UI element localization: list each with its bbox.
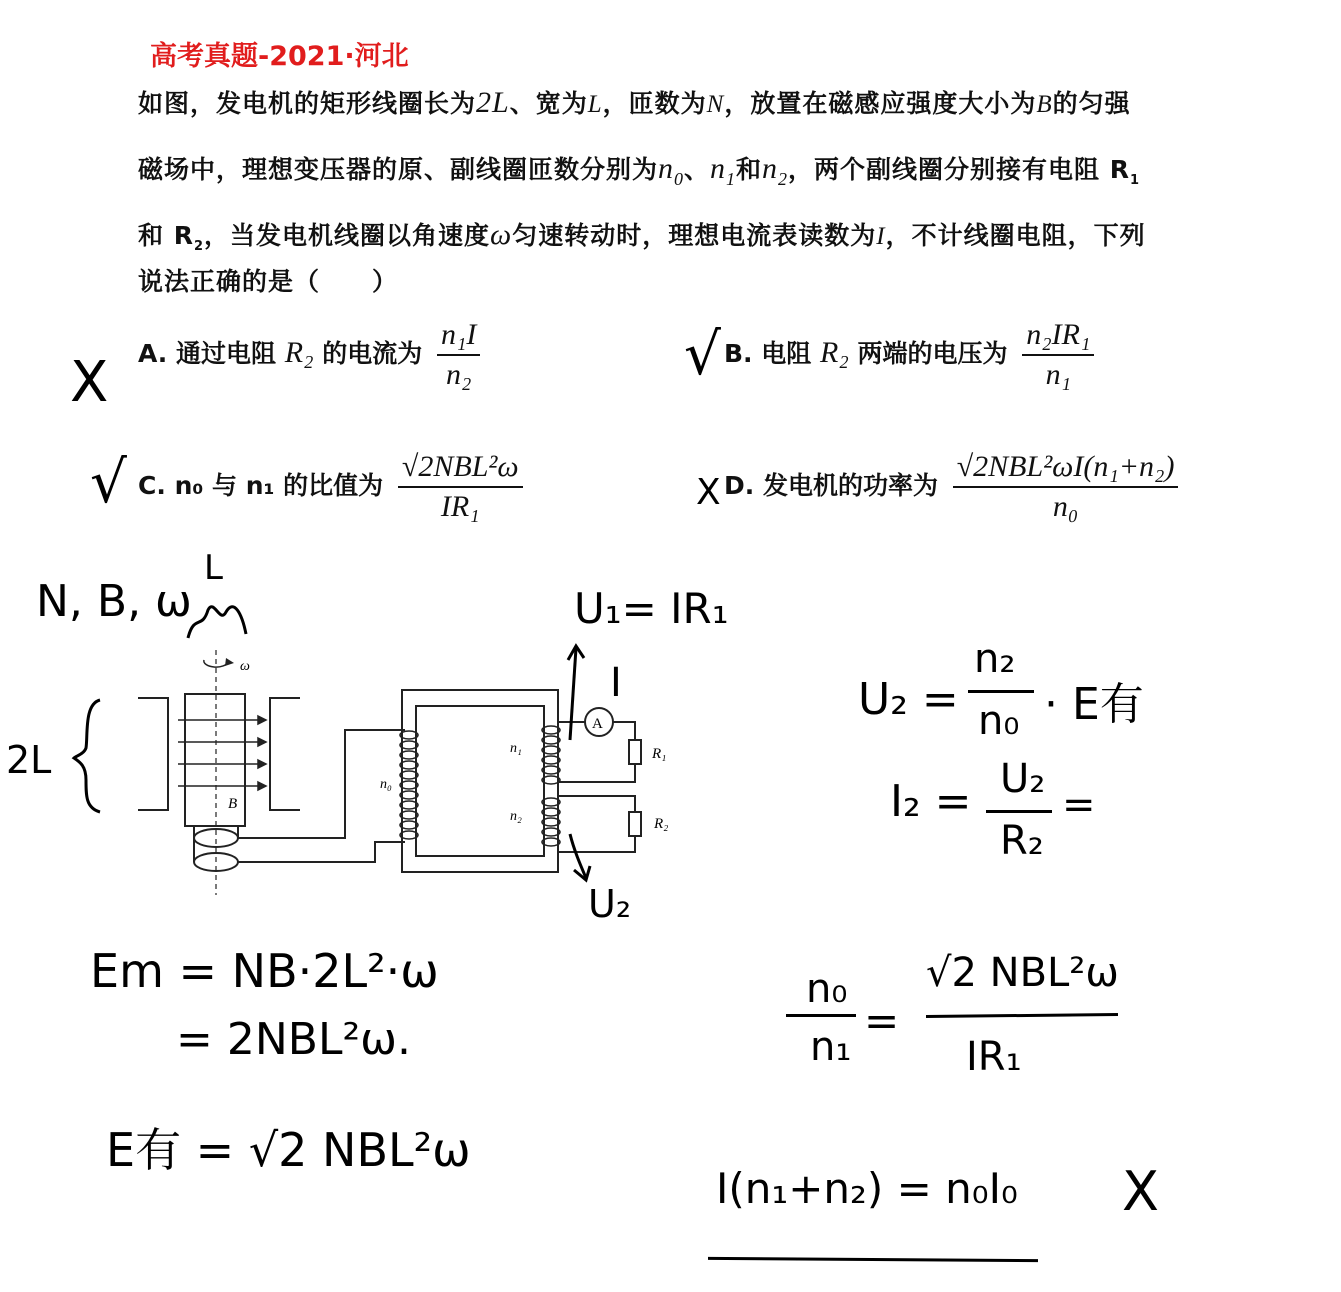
fraction-denominator: n₂ [445,358,472,391]
var-n0: $n_0$ [658,152,685,189]
field-lines [178,716,266,790]
r2-label: R₂ [654,816,669,832]
hw-u2-eq-bar [968,690,1034,693]
hw-u2-label: U₂ [588,882,632,926]
magnet-left [138,698,168,810]
hw-ratio-num: n₀ [806,966,848,1012]
hw-u2-arrow [564,830,604,890]
hw-i2-eq-den: R₂ [1000,818,1044,864]
generator-transformer-diagram [130,650,690,900]
option-letter: D. [724,471,755,500]
hw-length-label: 2L [6,738,52,782]
question-text: ，放置在磁感应强度大小为 [724,89,1037,118]
var-omega: ω [490,218,513,251]
hw-underline [708,1257,1038,1262]
question-text: 的匀强 [1052,89,1131,118]
option-letter: B. [724,339,753,368]
hw-em-line-1: Em = NB·2L²·ω [90,944,439,998]
hw-e-you: E有 = √2 NBL²ω [106,1123,471,1177]
question-line-2: 磁场中，理想变压器的原、副线圈匝数分别为$n_0$、$n_1$和$n_2$，两个副线圈分别接有电阻 $R_1$ [138,152,1141,189]
option-a[interactable] [138,318,480,392]
fraction-denominator: n₀ [1052,490,1079,523]
var-width: L [587,91,603,118]
option-text: 的电流为 [322,339,423,368]
transformer-core-outer [402,690,558,872]
var-n1: $n_1$ [710,152,737,189]
question-text: 和 R [138,221,194,250]
hw-ratio-bar [786,1014,856,1017]
fraction-numerator: n₂IR₁ [1022,318,1094,356]
hw-i2-eq-num: U₂ [1000,756,1046,802]
hw-em-line-2: = 2NBL²ω. [176,1014,411,1065]
question-text: ，不计线圈电阻，下列 [885,221,1146,250]
hw-width-label: L [204,548,223,588]
option-fraction [953,450,1179,524]
question-text: 磁场中，理想变压器的原、副线圈匝数分别为 [138,155,659,184]
transformer-core-inner [416,706,544,856]
option-text: n₀ 与 n₁ 的比值为 [174,471,384,500]
omega-label: ω [240,659,250,674]
question-text: ，两个副线圈分别接有电阻 R [788,155,1131,184]
hw-i2-eq-rhs: = [1062,782,1096,828]
hw-current-eq-mark: X [1122,1160,1159,1223]
question-text: 如图，发电机的矩形线圈长为 [138,89,477,118]
fraction-denominator: n₁ [1045,358,1072,391]
hw-ratio-rbar [926,1013,1118,1018]
hw-width-brace [184,594,254,644]
fraction-denominator: IR₁ [440,490,480,523]
question-text: 、宽为 [509,89,588,118]
r1-label: R₁ [652,746,667,762]
question-text: 、 [684,155,711,184]
option-d[interactable] [724,450,1178,524]
question-text: ，匝数为 [602,89,707,118]
n2-label: n₂ [510,809,522,824]
hw-u2-eq-lhs: U₂ = [858,674,959,725]
hw-ratio-eq: = [864,996,900,1045]
var-length: 2L [476,86,510,119]
fraction-numerator: √2NBL²ωI(n₁+n₂) [953,450,1179,488]
hw-length-brace [70,696,106,816]
hw-u1: U₁= IR₁ [574,584,729,633]
n0-label: n₀ [380,777,392,792]
option-fraction [398,450,523,524]
hw-ratio-rden: IR₁ [966,1034,1022,1080]
option-var: R₂ [820,336,849,369]
question-text: ，当发电机线圈以角速度 [204,221,491,250]
option-b[interactable] [724,318,1094,392]
var-current: I [876,223,886,250]
hw-i2-eq-bar [986,810,1052,813]
question-text: 说法正确的是（ ） [138,267,399,296]
wire-primary-bottom [238,842,405,862]
magnet-right [270,698,300,810]
hw-current: I [610,660,622,706]
hw-given: N, B, ω [36,576,192,627]
mark-d-wrong: X [696,472,721,513]
question-line-4 [138,262,398,298]
hw-current-arrow [560,640,600,744]
option-fraction [1022,318,1094,392]
question-text: 和 [736,155,763,184]
question-line-3: 和 $R_2$，当发电机线圈以角速度ω匀速转动时，理想电流表读数为I，不计线圈电阻，下列 [138,218,1146,254]
option-text: 两端的电压为 [857,339,1008,368]
hw-u2-eq-num: n₂ [974,636,1016,682]
var-turns: N [706,91,725,118]
hw-current-eq: I(n₁+n₂) = n₀I₀ [716,1164,1018,1213]
var-field: B [1036,91,1053,118]
hw-u2-eq-rhs: · E有 [1044,679,1144,730]
fraction-numerator: n₁I [437,318,480,356]
mark-a-wrong: X [70,350,109,415]
question-text: 匀速转动时，理想电流表读数为 [512,221,877,250]
hw-ratio-den: n₁ [810,1024,852,1070]
hw-i2-eq-lhs: I₂ = [890,776,972,827]
mark-c-correct: √ [90,448,127,516]
mark-b-correct: √ [684,320,721,388]
option-text: 发电机的功率为 [762,471,938,500]
option-text: 通过电阻 [176,339,277,368]
option-c[interactable] [138,450,523,524]
option-var: R₂ [284,336,314,369]
resistor-r1 [629,740,641,764]
option-letter: C. [138,471,166,500]
var-n2: $n_2$ [762,152,789,189]
question-line-1 [138,84,1131,120]
fraction-numerator: √2NBL²ω [398,450,523,488]
hw-ratio-rnum: √2 NBL²ω [926,950,1119,996]
hw-u2-eq-den: n₀ [978,698,1020,744]
n1-label: n₁ [510,741,522,756]
page-title: 高考真题-2021·河北 [150,41,409,72]
ammeter-label: A [592,716,603,732]
option-letter: A. [138,339,168,368]
option-text: 电阻 [761,339,812,368]
resistor-r2 [629,812,641,836]
option-fraction [437,318,480,392]
field-label: B [228,796,238,812]
